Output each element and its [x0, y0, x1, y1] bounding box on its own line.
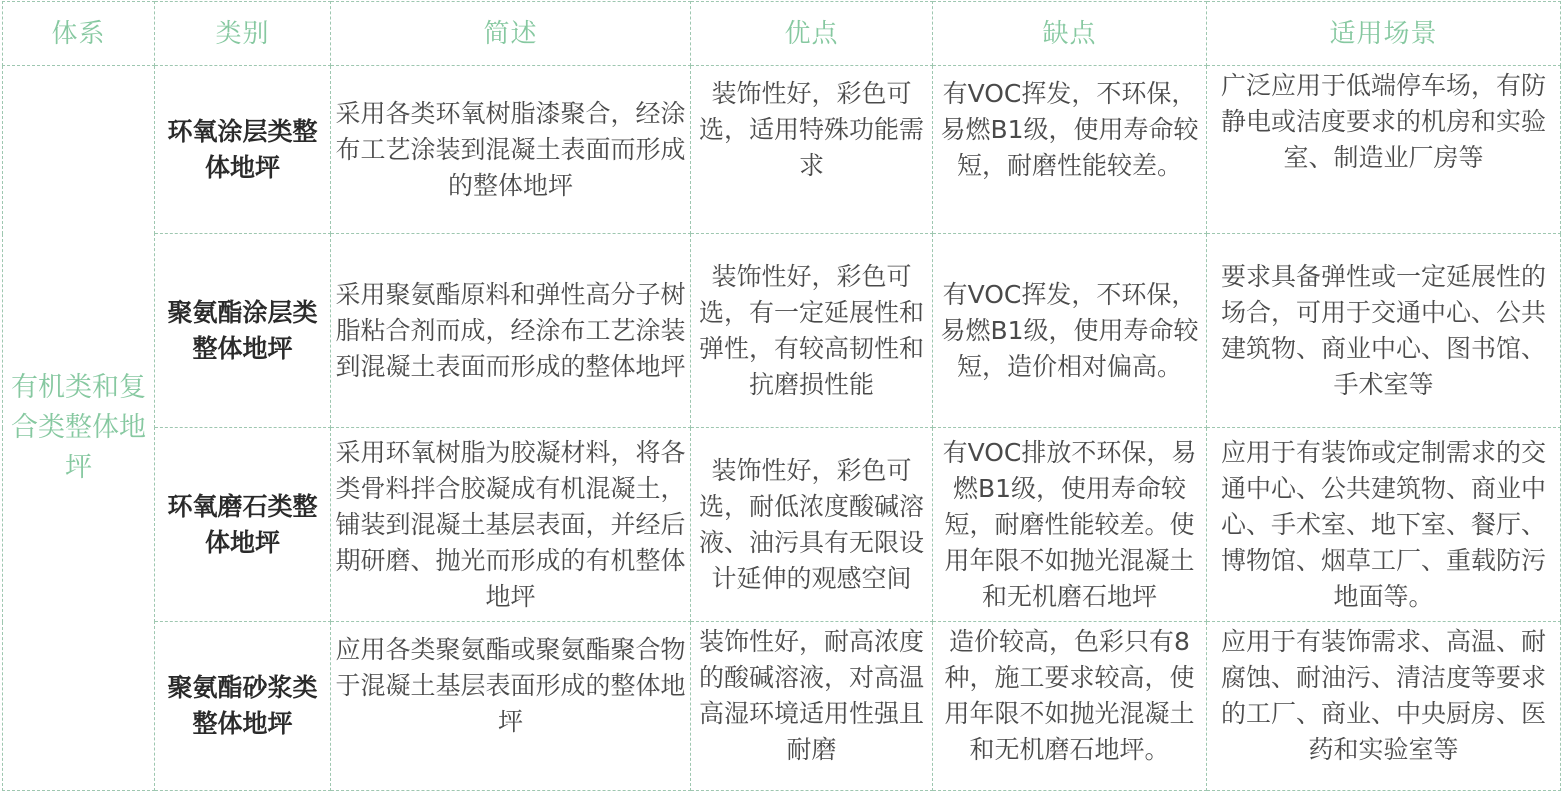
advantages-cell: 装饰性好，彩色可选，有一定延展性和弹性，有较高韧性和抗磨损性能	[691, 234, 933, 428]
system-cell: 有机类和复合类整体地坪	[3, 66, 155, 791]
scenarios-cell: 应用于有装饰需求、高温、耐腐蚀、耐油污、清洁度等要求的工厂、商业、中央厨房、医药和实验室等	[1207, 622, 1561, 791]
header-category: 类别	[155, 2, 331, 66]
advantages-cell: 装饰性好，耐高浓度的酸碱溶液，对高温高湿环境适用性强且耐磨	[691, 622, 933, 791]
disadvantages-cell: 有VOC挥发，不环保，易燃B1级，使用寿命较短，耐磨性能较差。	[933, 66, 1207, 234]
description-cell: 采用环氧树脂为胶凝材料，将各类骨料拌合胶凝成有机混凝土，铺装到混凝土基层表面，并经后期研磨、抛光而形成的有机整体地坪	[331, 428, 691, 622]
scenarios-cell: 广泛应用于低端停车场，有防静电或洁度要求的机房和实验室、制造业厂房等	[1207, 66, 1561, 234]
description-cell: 应用各类聚氨酯或聚氨酯聚合物于混凝土基层表面形成的整体地坪	[331, 622, 691, 791]
category-cell: 聚氨酯涂层类整体地坪	[155, 234, 331, 428]
description-cell: 采用各类环氧树脂漆聚合，经涂布工艺涂装到混凝土表面而形成的整体地坪	[331, 66, 691, 234]
description-cell: 采用聚氨酯原料和弹性高分子树脂粘合剂而成，经涂布工艺涂装到混凝土表面而形成的整体地坪	[331, 234, 691, 428]
category-cell: 聚氨酯砂浆类整体地坪	[155, 622, 331, 791]
table-row	[3, 234, 1561, 428]
header-scenarios: 适用场景	[1207, 2, 1561, 66]
floor-systems-table	[2, 1, 1561, 791]
header-row	[3, 2, 1561, 66]
scenarios-cell: 要求具备弹性或一定延展性的场合，可用于交通中心、公共建筑物、商业中心、图书馆、手术室等	[1207, 234, 1561, 428]
advantages-cell: 装饰性好，彩色可选，适用特殊功能需求	[691, 66, 933, 234]
category-cell: 环氧磨石类整体地坪	[155, 428, 331, 622]
disadvantages-cell: 有VOC挥发，不环保，易燃B1级，使用寿命较短，造价相对偏高。	[933, 234, 1207, 428]
scenarios-cell: 应用于有装饰或定制需求的交通中心、公共建筑物、商业中心、手术室、地下室、餐厅、博物馆、烟草工厂、重载防污地面等。	[1207, 428, 1561, 622]
category-cell: 环氧涂层类整体地坪	[155, 66, 331, 234]
header-description: 简述	[331, 2, 691, 66]
disadvantages-cell: 有VOC排放不环保，易燃B1级，使用寿命较短，耐磨性能较差。使用年限不如抛光混凝土和无机磨石地坪	[933, 428, 1207, 622]
header-system: 体系	[3, 2, 155, 66]
table-row	[3, 66, 1561, 234]
disadvantages-cell: 造价较高，色彩只有8种，施工要求较高，使用年限不如抛光混凝土和无机磨石地坪。	[933, 622, 1207, 791]
advantages-cell: 装饰性好，彩色可选，耐低浓度酸碱溶液、油污具有无限设计延伸的观感空间	[691, 428, 933, 622]
header-advantages: 优点	[691, 2, 933, 66]
table-row	[3, 622, 1561, 791]
table-row	[3, 428, 1561, 622]
header-disadvantages: 缺点	[933, 2, 1207, 66]
